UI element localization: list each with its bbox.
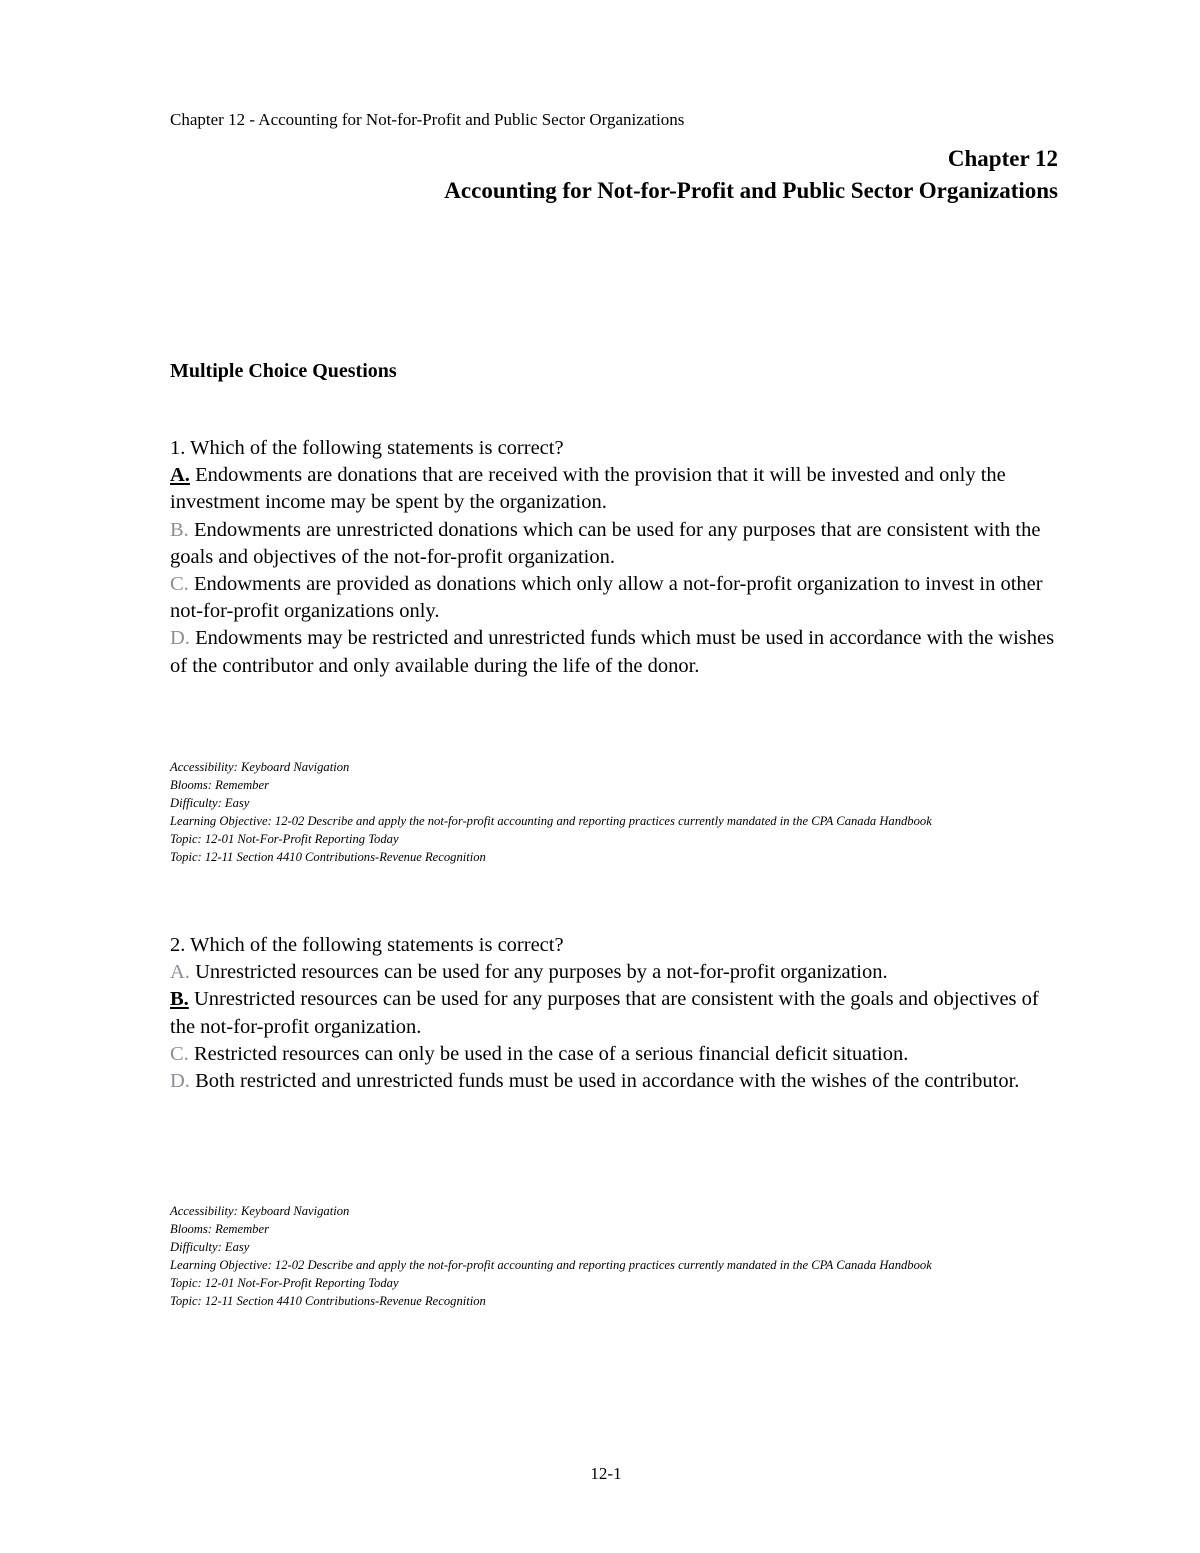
page-number: 12-1 bbox=[590, 1464, 622, 1483]
answer-option-b bbox=[170, 986, 1060, 1040]
meta-learning-objective: Learning Objective: 12-02 Describe and apply the not-for-profit accounting and reporting practices currently mandated in the CPA Canada Handbook bbox=[170, 1258, 932, 1272]
question-1 bbox=[170, 435, 1060, 680]
option-text: Endowments are unrestricted donations which can be used for any purposes that are consistent with the goals and objectives of the not-for-profit organization. bbox=[170, 518, 1041, 568]
answer-option-d bbox=[170, 1068, 1060, 1095]
option-letter: A. bbox=[170, 961, 190, 984]
option-text: Endowments are provided as donations which only allow a not-for-profit organization to invest in other not-for-profit organizations only. bbox=[170, 573, 1043, 623]
option-text: Restricted resources can only be used in the case of a serious financial deficit situation. bbox=[188, 1042, 909, 1065]
meta-difficulty: Difficulty: Easy bbox=[170, 1240, 250, 1254]
option-text: Endowments may be restricted and unrestricted funds which must be used in accordance with the wishes of the contributor and only available during the life of the donor. bbox=[170, 627, 1055, 677]
option-letter-correct: B. bbox=[170, 988, 189, 1011]
option-letter: C. bbox=[170, 573, 189, 596]
chapter-number: Chapter 12 bbox=[947, 146, 1058, 171]
question-2-metadata bbox=[170, 1202, 1060, 1310]
option-letter: D. bbox=[170, 627, 190, 650]
question-1-metadata bbox=[170, 758, 1060, 866]
meta-topic: Topic: 12-01 Not-For-Profit Reporting Today bbox=[170, 1276, 399, 1290]
answer-option-a bbox=[170, 959, 1060, 986]
option-text: Unrestricted resources can be used for any purposes by a not-for-profit organization. bbox=[189, 961, 888, 984]
option-letter-correct: A. bbox=[170, 464, 190, 487]
meta-blooms: Blooms: Remember bbox=[170, 1222, 269, 1236]
running-header: Chapter 12 - Accounting for Not-for-Profit and Public Sector Organizations bbox=[170, 110, 685, 129]
meta-topic: Topic: 12-11 Section 4410 Contributions-Revenue Recognition bbox=[170, 1294, 486, 1308]
answer-option-c bbox=[170, 1041, 1060, 1068]
section-heading: Multiple Choice Questions bbox=[170, 360, 397, 382]
option-text: Endowments are donations that are received with the provision that it will be invested and only the investment income may be spent by the organization. bbox=[170, 464, 1006, 514]
answer-option-b bbox=[170, 517, 1060, 571]
question-stem: 1. Which of the following statements is correct? bbox=[170, 437, 564, 459]
meta-blooms: Blooms: Remember bbox=[170, 778, 269, 792]
answer-option-a bbox=[170, 462, 1060, 516]
option-letter: D. bbox=[170, 1070, 190, 1093]
option-text: Unrestricted resources can be used for any purposes that are consistent with the goals and objectives of the not-for-profit organization. bbox=[170, 988, 1039, 1038]
option-letter: C. bbox=[170, 1042, 189, 1065]
question-2 bbox=[170, 932, 1060, 1095]
chapter-name: Accounting for Not-for-Profit and Public Sector Organizations bbox=[444, 178, 1058, 203]
chapter-title bbox=[444, 143, 1058, 207]
option-letter: B. bbox=[170, 518, 189, 541]
meta-accessibility: Accessibility: Keyboard Navigation bbox=[170, 1204, 350, 1218]
meta-difficulty: Difficulty: Easy bbox=[170, 796, 250, 810]
answer-option-c bbox=[170, 571, 1060, 625]
meta-topic: Topic: 12-11 Section 4410 Contributions-Revenue Recognition bbox=[170, 850, 486, 864]
answer-option-d bbox=[170, 625, 1060, 679]
option-text: Both restricted and unrestricted funds must be used in accordance with the wishes of the contributor. bbox=[189, 1070, 1020, 1093]
meta-learning-objective: Learning Objective: 12-02 Describe and apply the not-for-profit accounting and reporting practices currently mandated in the CPA Canada Handbook bbox=[170, 814, 932, 828]
meta-topic: Topic: 12-01 Not-For-Profit Reporting Today bbox=[170, 832, 399, 846]
meta-accessibility: Accessibility: Keyboard Navigation bbox=[170, 760, 350, 774]
question-stem: 2. Which of the following statements is correct? bbox=[170, 934, 564, 956]
